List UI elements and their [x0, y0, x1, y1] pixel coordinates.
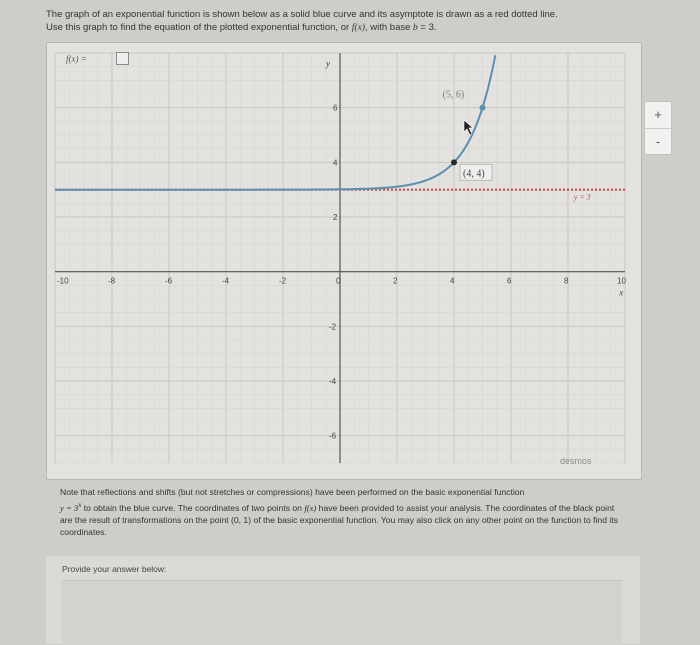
y-tick-label: -4	[329, 377, 337, 386]
note-paragraph	[60, 486, 620, 539]
problem-statement	[46, 8, 656, 35]
point-5-6[interactable]	[480, 105, 486, 111]
zoom-out-button[interactable]: -	[645, 128, 671, 155]
y-axis-label: y	[326, 58, 330, 69]
b-symbol: b	[413, 23, 418, 33]
x-tick-label: 10	[617, 276, 626, 286]
x-tick-label: 4	[450, 276, 455, 286]
problem-line-2-text: Use this graph to find the equation of the plotted exponential function, or	[46, 22, 352, 33]
note-point: (0, 1)	[231, 514, 252, 525]
problem-line-1: The graph of an exponential function is shown below as a solid blue curve and its asymptote is drawn as a red dotted line.	[46, 9, 558, 20]
period: .	[433, 22, 437, 33]
exponential-curve[interactable]	[55, 55, 495, 190]
x-tick-label: -10	[57, 276, 69, 286]
answer-section	[46, 556, 640, 644]
y-tick-label: -6	[329, 431, 337, 441]
answer-row	[62, 580, 622, 645]
x-tick-label: -2	[279, 276, 287, 286]
x-tick-labels	[57, 277, 626, 286]
answer-input[interactable]	[116, 52, 129, 65]
graph-canvas[interactable]	[47, 43, 641, 479]
basic-function: y = 3	[60, 502, 79, 513]
point-4-4[interactable]	[451, 159, 457, 165]
problem-line-2-mid: , with base	[364, 22, 414, 33]
x-tick-label: -8	[108, 276, 116, 286]
x-tick-label: 0	[336, 276, 341, 286]
zoom-in-button[interactable]: +	[654, 107, 662, 122]
problem-line-2	[46, 21, 656, 35]
equals-sign: =	[417, 22, 429, 33]
x-tick-label: 2	[393, 276, 398, 286]
x-tick-label: 6	[507, 276, 512, 286]
note-fx: f(x)	[304, 502, 317, 513]
x-tick-label: 8	[564, 276, 569, 286]
note-text-3: have been provided to assist your analysis. The coordinates of the black point are the result of transformations on the point	[60, 502, 615, 525]
basic-function-exponent: x	[78, 500, 82, 509]
note-text-2: to obtain the blue curve. The coordinates of two points on	[81, 502, 305, 513]
point-5-6-label: (5, 6)	[442, 89, 465, 101]
base-value: 3	[428, 22, 434, 33]
zoom-controls	[644, 101, 672, 155]
y-tick-label: -2	[329, 322, 337, 332]
x-tick-label: -6	[165, 276, 173, 286]
point-4-4-label: (4, 4)	[463, 168, 485, 180]
x-tick-label: -4	[222, 276, 230, 286]
x-axis-label: x	[619, 287, 624, 298]
y-tick-label: 2	[333, 213, 338, 222]
note-text-1: Note that reflections and shifts (but not stretches or compressions) have been performed on the basic exponential function	[60, 487, 525, 497]
y-tick-label: 6	[333, 103, 338, 113]
graph-panel[interactable]	[46, 42, 662, 480]
desmos-logo[interactable]: desmos	[560, 456, 592, 466]
note-text-4: of the basic exponential function. You may also click on any other point on the function to find its coordinates.	[60, 514, 618, 538]
asymptote-label: y = 3	[573, 192, 591, 202]
y-tick-label: 4	[333, 158, 338, 168]
provide-answer-label: Provide your answer below:	[62, 564, 167, 574]
fx-symbol: f(x)	[351, 23, 365, 33]
answer-fx-label: f(x) =	[66, 54, 87, 64]
